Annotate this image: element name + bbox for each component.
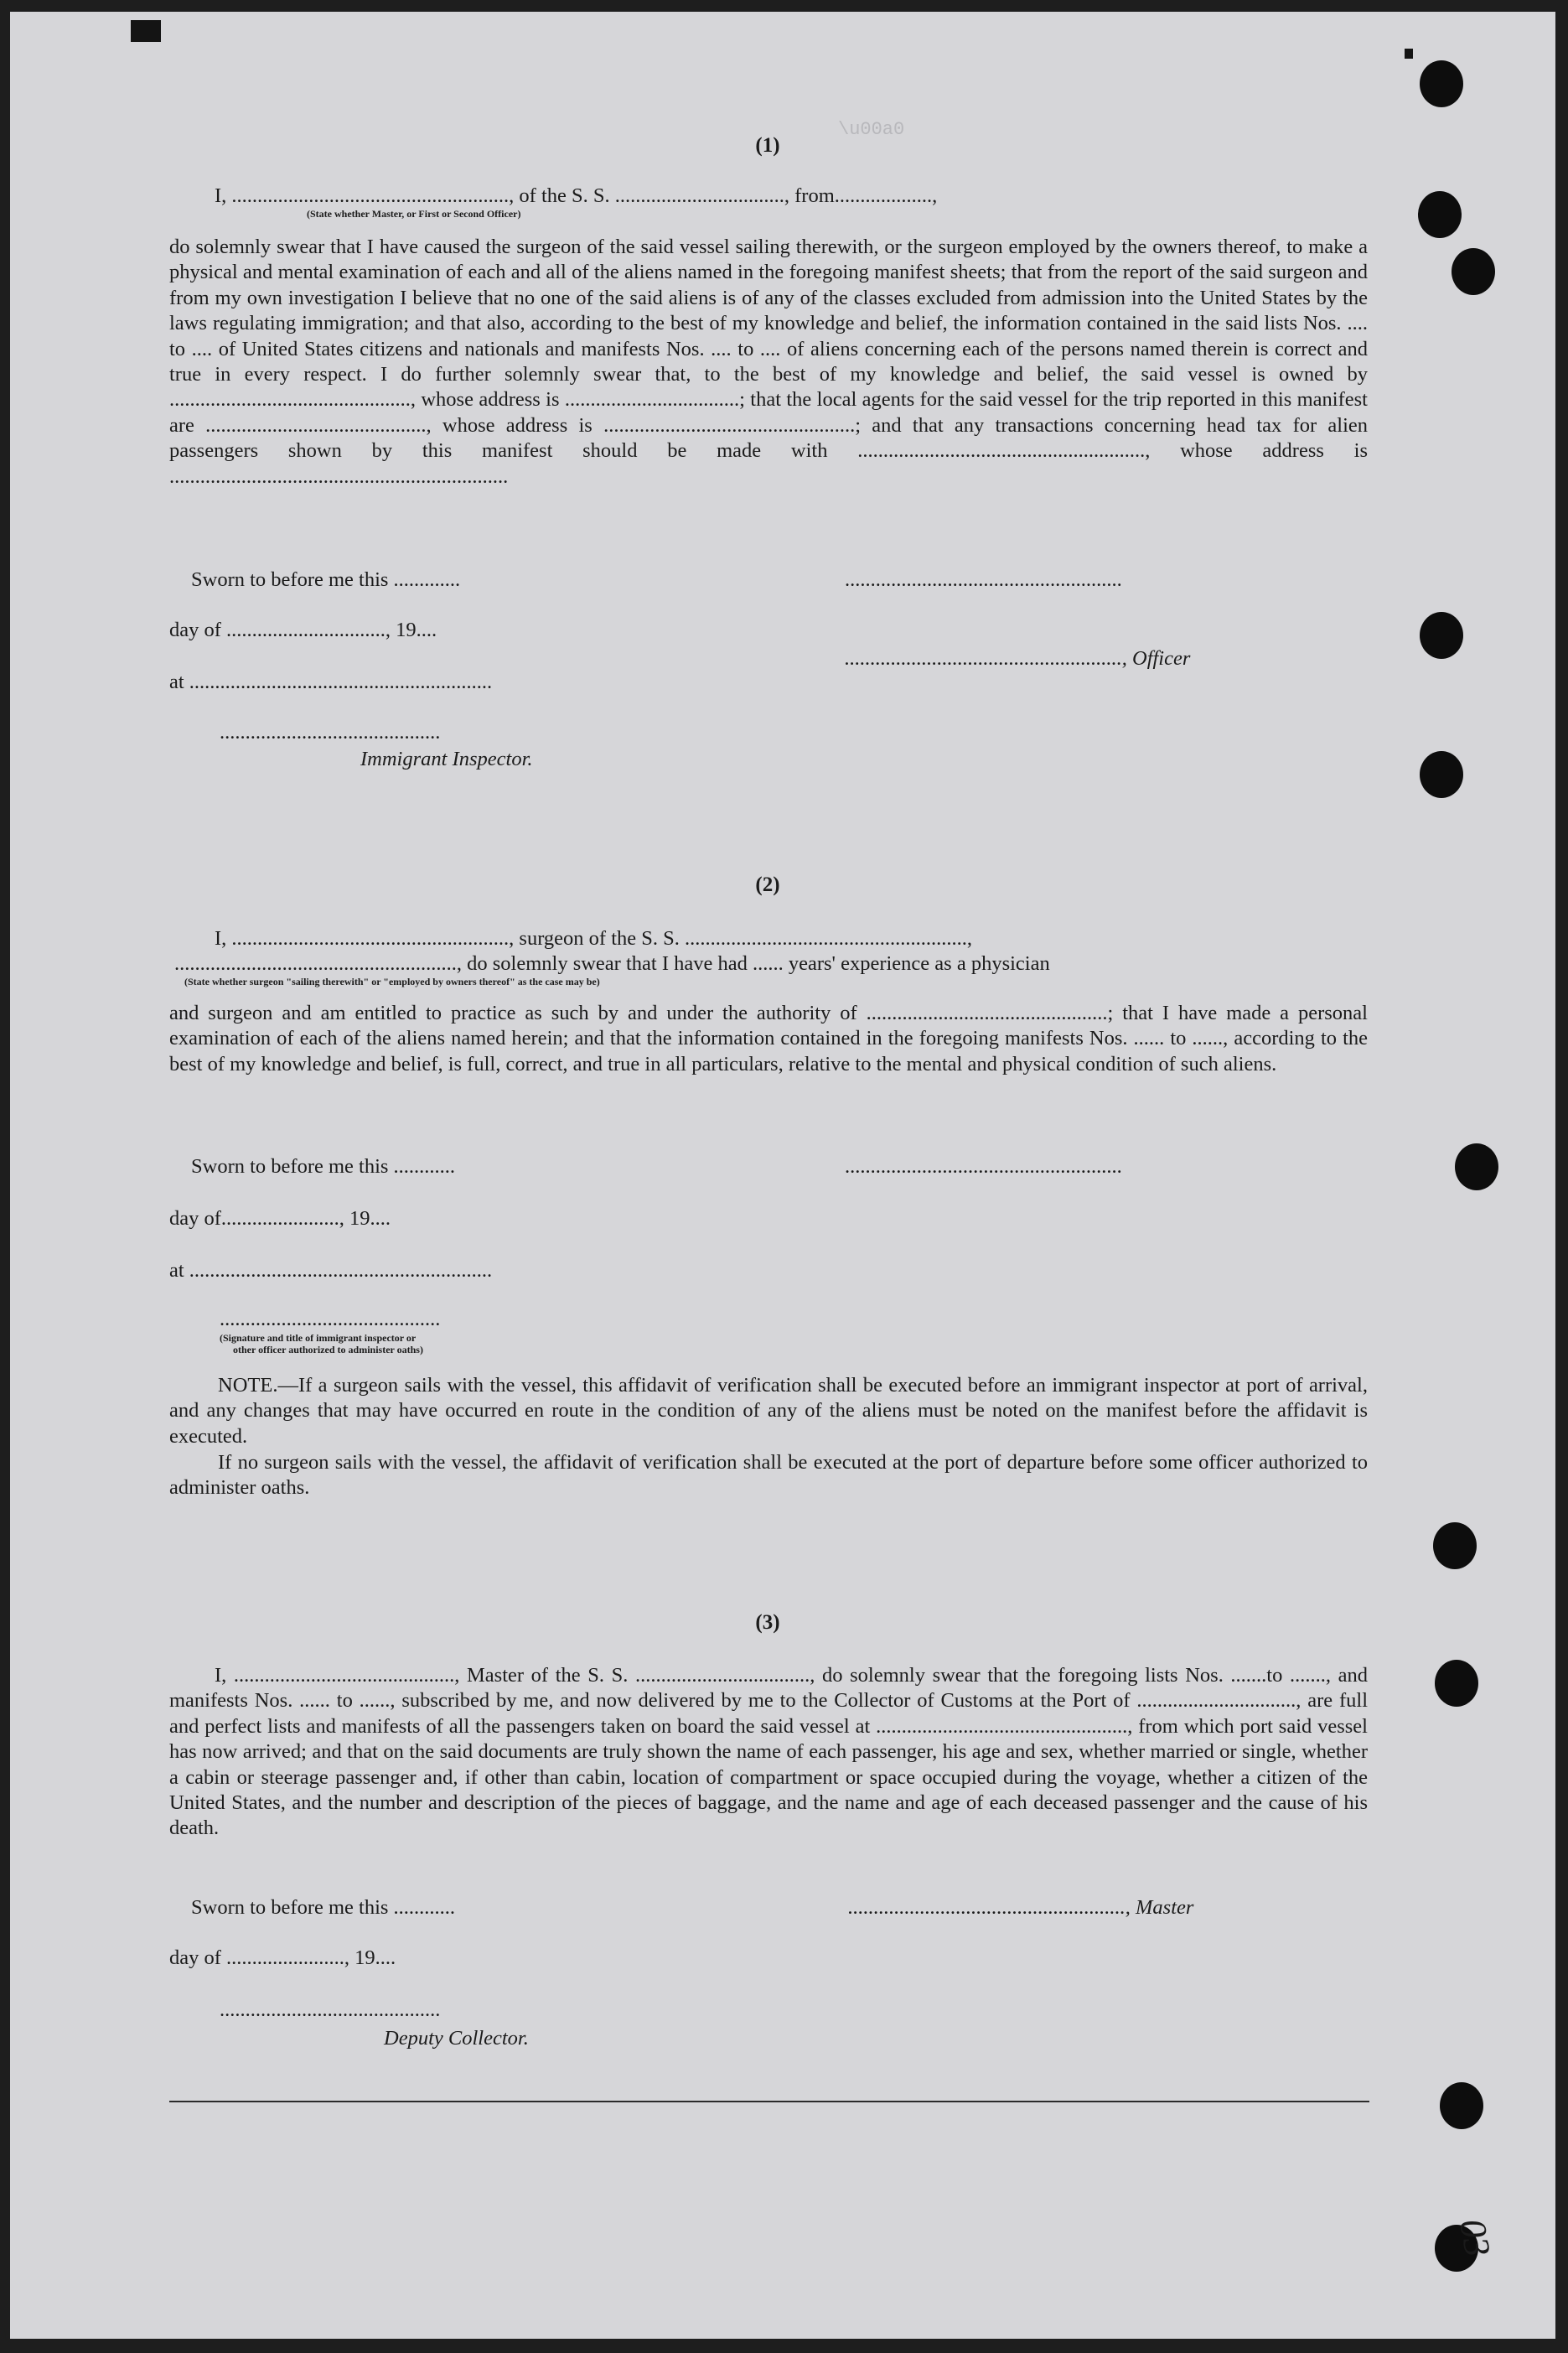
handwritten-page-number: 03 <box>1452 2216 1498 2260</box>
surgeon-experience-line: ......................................................., do solemnly swear that I have had ...... years' experience as a physician <box>174 952 1050 975</box>
note-paragraph: If no surgeon sails with the vessel, the affidavit of verification shall be executed at the port of departure before some officer authorized to administer oaths. <box>169 1451 1368 1500</box>
scan-border-right <box>1555 0 1568 2353</box>
field-note: (State whether Master, or First or Second Officer) <box>307 208 521 220</box>
oath-header-line: I, ......................................................, of the S. S. ................................., from..................., <box>215 184 938 207</box>
surgeon-oath-body: and surgeon and am entitled to practice as such by and under the authority of ...............................................; that I have made a personal examination of each of the aliens named herein; and that the information contained in the foregoing manifests Nos. ...... to ......, according to the best of my knowledge and belief, is full, correct, and true in all particulars, relative to the mental and physical condition of such aliens. <box>169 1002 1368 1075</box>
inspector-title: Immigrant Inspector. <box>360 748 533 770</box>
section-number: (2) <box>755 873 780 896</box>
punch-hole <box>1440 2082 1483 2129</box>
punch-hole <box>1433 1522 1477 1569</box>
scan-mark <box>131 20 161 42</box>
sworn-label: Sworn to before me this ............ <box>191 1896 456 1919</box>
section-number: (1) <box>755 134 780 157</box>
signature-line: ...................................................... <box>845 568 1122 591</box>
officer-signature-line: ......................................................, Officer <box>845 647 1191 670</box>
scan-mark <box>1405 49 1413 59</box>
signature-note: other officer authorized to administer oaths) <box>233 1344 423 1355</box>
surgeon-header-line: I, ......................................................, surgeon of the S. S. ......................................................., <box>215 927 972 950</box>
master-signature-line: ......................................................, Master <box>848 1896 1194 1919</box>
scan-border-left <box>0 0 10 2353</box>
collector-title: Deputy Collector. <box>384 2027 529 2050</box>
punch-hole <box>1418 191 1462 238</box>
punch-hole <box>1420 60 1463 107</box>
inspector-signature-line: ........................................... <box>220 721 441 744</box>
signature-note: (Signature and title of immigrant inspector or <box>220 1332 417 1344</box>
place-line: at ........................................................... <box>169 1259 493 1282</box>
punch-hole <box>1452 248 1495 295</box>
section-number: (3) <box>755 1611 780 1634</box>
date-line: day of ......................., 19.... <box>169 1946 396 1969</box>
bottom-rule <box>169 2101 1369 2102</box>
scan-border-top <box>0 0 1568 12</box>
field-note: (State whether surgeon "sailing therewith" or "employed by owners thereof" as the case may be) <box>184 976 600 987</box>
master-oath-body: I, ..........................................., Master of the S. S. .................................., do solemnly swear that the foregoing lists Nos. .......to ......., and manifests Nos. ...... to ......, subscribed by me, and now delivered by me to the Collector of Customs at the Port of ..............................., are full and perfect lists and manifests of all the passengers taken on board the said vessel at ................................................., from which port said vessel has now arrived; and that on the said documents are truly shown the name of each passenger, his age and sex, whether married or single, whether a cabin or steerage passenger and, if other than cabin, location of compartment or space occupied during the voyage, whether a citizen of the United States, and the number and description of the pieces of baggage, and the name and age of each deceased passenger and the cause of his death. <box>169 1664 1368 1840</box>
punch-hole <box>1435 1660 1478 1707</box>
scan-border-bottom <box>0 2339 1568 2353</box>
sworn-label: Sworn to before me this ............. <box>191 568 461 591</box>
sworn-label: Sworn to before me this ............ <box>191 1155 456 1178</box>
oath-body: do solemnly swear that I have caused the surgeon of the said vessel sailing therewith, or the surgeon employed by the owners thereof, to make a physical and mental examination of each and all of the aliens named in the foregoing manifest sheets; that from the report of the said surgeon and from my own investigation I believe that no one of the said aliens is of any of the classes excluded from admission into the United States by the laws regulating immigration; and that also, according to the best of my knowledge and belief, the information contained in the said lists Nos. .... to .... of United States citizens and nationals and manifests Nos. .... to .... of aliens concerning each of the persons named therein is correct and true in every respect. I do further solemnly swear that, to the best of my knowledge and belief, the said vessel is owned by ..............................................., whose address is ..................................; that the local agents for the said vessel for the trip reported in this manifest are ..........................................., whose address is .................................................; and that any transactions concerning head tax for alien passengers shown by this manifest should be made with ........................................................, whose address is .................................................................. <box>169 236 1368 488</box>
place-line: at ........................................................... <box>169 671 493 693</box>
bleed-through-text: \u00a0 <box>838 119 905 140</box>
date-line: day of......................., 19.... <box>169 1207 391 1230</box>
inspector-signature-line: ........................................... <box>220 1308 441 1330</box>
punch-hole <box>1455 1143 1498 1190</box>
punch-hole <box>1420 751 1463 798</box>
punch-hole <box>1420 612 1463 659</box>
note-paragraph: NOTE.—If a surgeon sails with the vessel, this affidavit of verification shall be executed before an immigrant inspector at port of arrival, and any changes that may have occurred en route in the condition of any of the aliens must be noted on the manifest before the affidavit is executed. <box>169 1374 1368 1448</box>
signature-line: ...................................................... <box>845 1155 1122 1178</box>
collector-signature-line: ........................................... <box>220 1998 441 2021</box>
date-line: day of ..............................., 19.... <box>169 619 437 641</box>
